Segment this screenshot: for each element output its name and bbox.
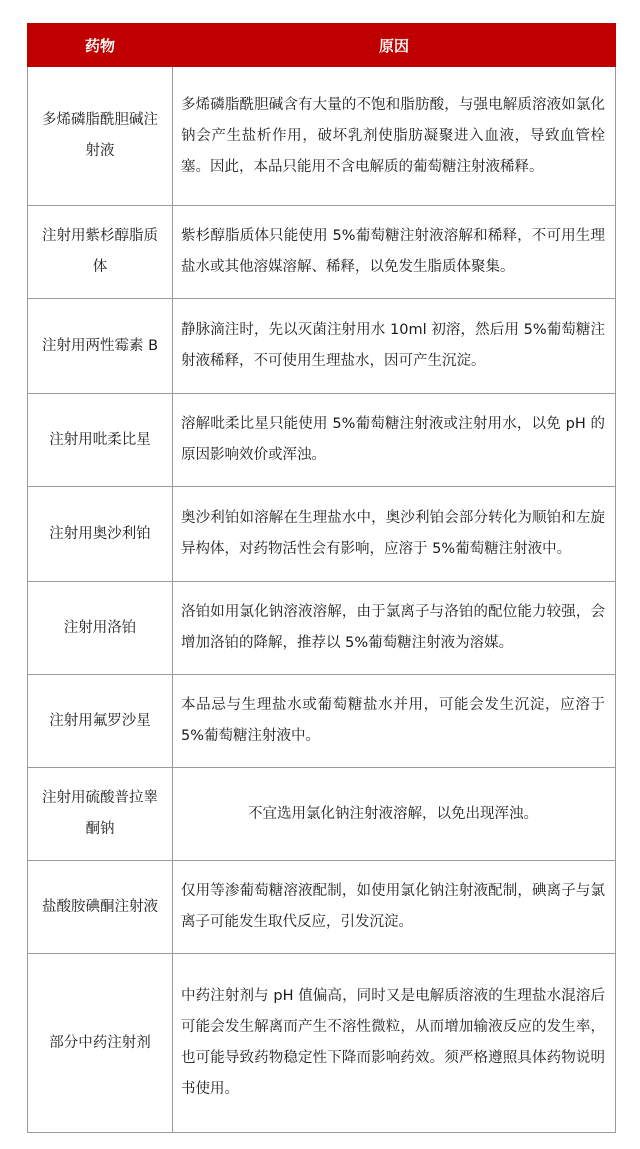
table-row — [28, 768, 616, 861]
drug-cell: 注射用硫酸普拉睾酮钠 — [28, 768, 173, 861]
table-row — [28, 394, 616, 487]
header-reason: 原因 — [173, 24, 616, 67]
drug-incompatibility-table-container — [27, 23, 615, 1133]
table-row — [28, 67, 616, 206]
reason-cell: 奥沙利铂如溶解在生理盐水中，奥沙利铂会部分转化为顺铂和左旋异构体，对药物活性会有影响，应溶于 5%葡萄糖注射液中。 — [173, 487, 616, 582]
table-row — [28, 206, 616, 299]
reason-cell: 多烯磷脂酰胆碱含有大量的不饱和脂肪酸，与强电解质溶液如氯化钠会产生盐析作用，破坏乳剂使脂肪凝聚进入血液，导致血管栓塞。因此，本品只能用不含电解质的葡萄糖注射液稀释。 — [173, 67, 616, 206]
reason-cell: 本品忌与生理盐水或葡萄糖盐水并用，可能会发生沉淀，应溶于 5%葡萄糖注射液中。 — [173, 675, 616, 768]
drug-cell: 注射用两性霉素 B — [28, 299, 173, 394]
drug-cell: 部分中药注射剂 — [28, 954, 173, 1133]
reason-cell: 洛铂如用氯化钠溶液溶解，由于氯离子与洛铂的配位能力较强，会增加洛铂的降解，推荐以 5%葡萄糖注射液为溶媒。 — [173, 582, 616, 675]
table-row — [28, 954, 616, 1133]
drug-cell: 注射用洛铂 — [28, 582, 173, 675]
header-drug: 药物 — [28, 24, 173, 67]
reason-cell: 静脉滴注时，先以灭菌注射用水 10ml 初溶，然后用 5%葡萄糖注射液稀释，不可使用生理盐水，因可产生沉淀。 — [173, 299, 616, 394]
reason-cell: 仅用等渗葡萄糖溶液配制，如使用氯化钠注射液配制，碘离子与氯离子可能发生取代反应，引发沉淀。 — [173, 861, 616, 954]
table-row — [28, 299, 616, 394]
drug-incompatibility-table — [27, 23, 616, 1133]
drug-cell: 注射用吡柔比星 — [28, 394, 173, 487]
reason-cell: 不宜选用氯化钠注射液溶解，以免出现浑浊。 — [173, 768, 616, 861]
table-row — [28, 861, 616, 954]
drug-cell: 多烯磷脂酰胆碱注射液 — [28, 67, 173, 206]
table-header-row — [28, 24, 616, 67]
table-row — [28, 582, 616, 675]
table-row — [28, 487, 616, 582]
drug-cell: 注射用氟罗沙星 — [28, 675, 173, 768]
reason-cell: 紫杉醇脂质体只能使用 5%葡萄糖注射液溶解和稀释，不可用生理盐水或其他溶媒溶解、稀释，以免发生脂质体聚集。 — [173, 206, 616, 299]
reason-cell: 溶解吡柔比星只能使用 5%葡萄糖注射液或注射用水，以免 pH 的原因影响效价或浑浊。 — [173, 394, 616, 487]
table-row — [28, 675, 616, 768]
drug-cell: 注射用紫杉醇脂质体 — [28, 206, 173, 299]
drug-cell: 注射用奥沙利铂 — [28, 487, 173, 582]
drug-cell: 盐酸胺碘酮注射液 — [28, 861, 173, 954]
reason-cell: 中药注射剂与 pH 值偏高，同时又是电解质溶液的生理盐水混溶后可能会发生解离而产生不溶性微粒，从而增加输液反应的发生率，也可能导致药物稳定性下降而影响药效。须严格遵照具体药物说明书使用。 — [173, 954, 616, 1133]
